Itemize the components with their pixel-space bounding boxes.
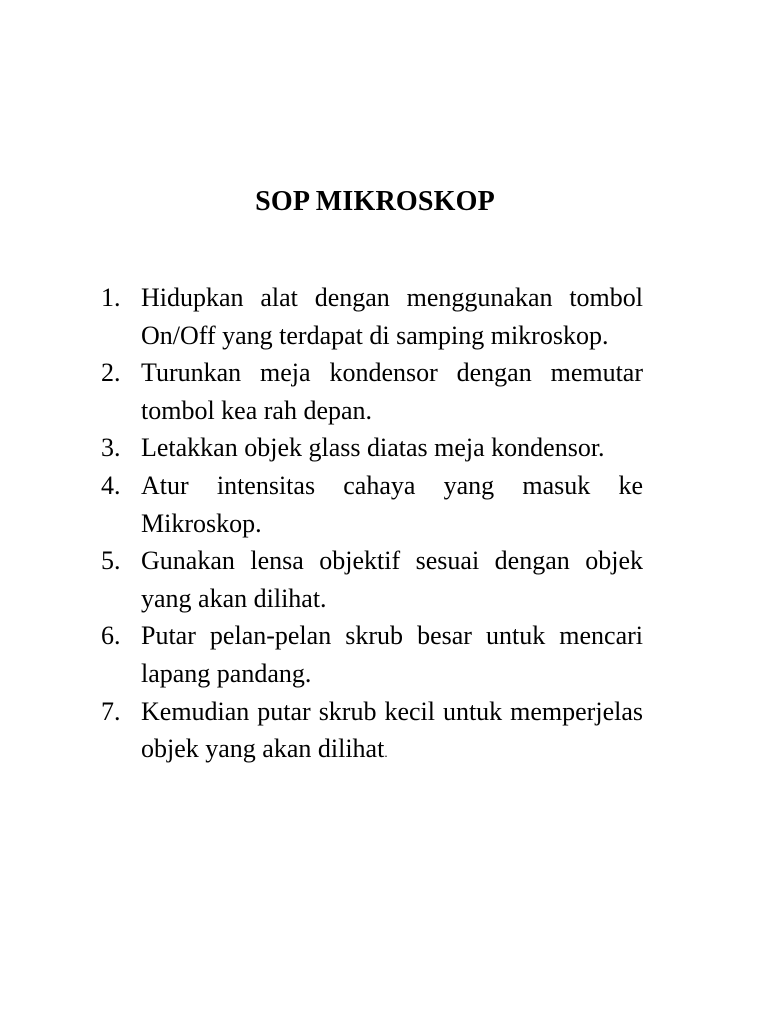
step-text: Gunakan lensa objektif sesuai dengan objek yang akan dilihat. [141, 546, 643, 613]
sop-step-3 [101, 429, 643, 467]
step-number: 6. [101, 621, 121, 651]
step-number: 5. [101, 546, 121, 576]
step-text: Putar pelan-pelan skrub besar untuk mencari lapang pandang. [141, 621, 643, 688]
step-text: Atur intensitas cahaya yang masuk ke Mikroskop. [141, 470, 643, 538]
step-number: 7. [101, 696, 121, 726]
step-text: Hidupkan alat dengan menggunakan tombol On/Off yang terdapat di samping mikroskop. [141, 283, 643, 350]
step-text: Kemudian putar skrub kecil untuk memperjelas objek yang akan dilihat [141, 696, 643, 764]
sop-step-4 [101, 467, 643, 542]
step-text-wrapper [141, 693, 643, 772]
step-number: 1. [101, 283, 121, 312]
sop-step-5 [101, 542, 643, 617]
sop-step-7 [101, 693, 643, 772]
step-number: 3. [101, 433, 121, 463]
sop-step-2 [101, 354, 643, 429]
sop-step-1 [101, 279, 643, 354]
sop-step-list [101, 279, 643, 772]
step-text: Letakkan objek glass diatas meja kondensor. [141, 433, 605, 463]
document-title: SOP MIKROSKOP [255, 186, 495, 217]
step-trailing-period: . [384, 745, 388, 761]
step-text: Turunkan meja kondensor dengan memutar tombol kea rah depan. [141, 358, 643, 425]
sop-step-6 [101, 617, 643, 692]
step-number: 2. [101, 358, 121, 388]
step-number: 4. [101, 470, 121, 500]
